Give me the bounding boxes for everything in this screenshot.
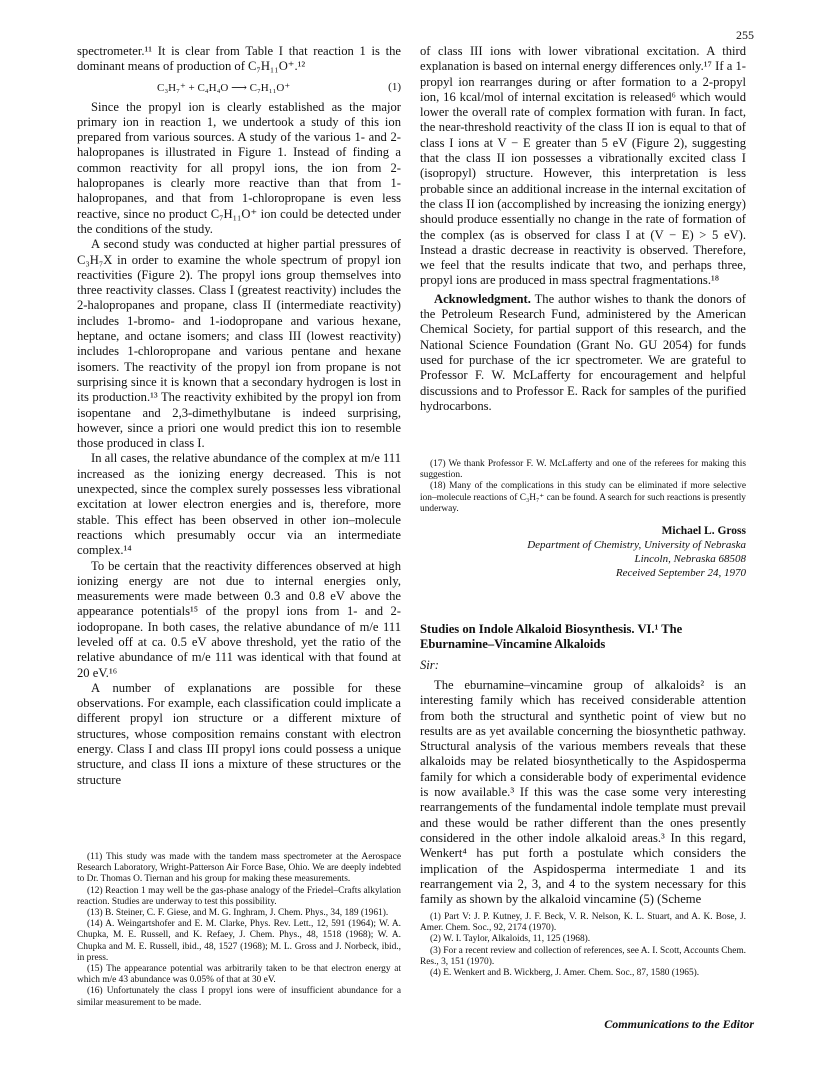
footnote-16: (16) Unfortunately the class I propyl ions were of insufficient abundance for a similar measurement to be made. bbox=[77, 986, 401, 1008]
footnote-4: (4) E. Wenkert and B. Wickberg, J. Amer. Chem. Soc., 87, 1580 (1965). bbox=[430, 968, 700, 979]
affiliation-city: Lincoln, Nebraska 68508 bbox=[634, 553, 746, 565]
footnote-2: (2) W. I. Taylor, Alkaloids, 11, 125 (1968). bbox=[430, 934, 591, 945]
footnote-14: (14) A. Weingartshofer and E. M. Clarke, Phys. Rev. Lett., 12, 591 (1964); W. A. Chupka, M. E. Russell, and K. Refaey, J. Chem. Phys., 48, 1518 (1968); W. A. Chupka and M. E. Russell, ibid., 48, 1527 (1968); M. L. Gross and J. Norbeck, ibid., in press. bbox=[77, 919, 401, 963]
footnote-3: (3) For a recent review and collection of references, see A. I. Scott, Accounts Chem. Res., 3, 151 (1970). bbox=[420, 945, 746, 967]
received-date: Received September 24, 1970 bbox=[615, 567, 746, 579]
footnote-12: (12) Reaction 1 may well be the gas-phase analogy of the Friedel–Crafts alkylation reaction. Studies are underway to test this possibility. bbox=[77, 885, 401, 907]
salutation: Sir: bbox=[420, 658, 439, 672]
footnote-15: (15) The appearance potential was arbitrarily taken to be that electron energy at which m/e 43 abundance was 0.05% of that at 30 eV. bbox=[77, 964, 401, 986]
left-paragraph-3: A second study was conducted at higher partial pressures of C₃H₇X in order to examine the whole spectrum of propyl ion reactivities (Figure 2). The propyl ions group themselves into three reactivity classes. Class I (greatest reactivity) includes the 2-halopropanes and propane, class II (intermediate reactivity) includes 1-bromo- and 1-iodopropane and various hexane, heptane, and octane isomers; and class III (lowest reactivity) includes 1-chloropropane and various pentane and hexane isomers. The reactivity of the propyl ion from propane is not surprising since it is known that a secondary hydrogen is lost in its production.¹³ The reactivity exhibited by the propyl ion from isopentane and 2,3-dimethylbutane is indeed surprising, however, since a priori one would predict this ion to resemble those produced in class I. bbox=[77, 237, 401, 451]
journal-section-footer: Communications to the Editor bbox=[604, 1017, 754, 1031]
left-paragraph-6: A number of explanations are possible for these observations. For example, each classification could implicate a different propyl ion structure or a different mixture of structures, whose composition remains constant with electron energy. Class I and class III propyl ions could possess a unique structure, and class II ions a mixture of these structures or the structure bbox=[77, 680, 401, 787]
left-paragraph-5: To be certain that the reactivity differences observed at high ionizing energy are not due to internal energies only, measurements were made between 0.3 and 0.8 eV above the appearance potentials¹⁵ of the propyl ions from 1- and 2-iodopropane. In both cases, the relative abundance of m/e 111 leveled off at ca. 0.5 eV above threshold, yet the ratio of the relative abundance of m/e 111 was identical with that found at 20 eV.¹⁶ bbox=[77, 558, 401, 680]
footnote-17: (17) We thank Professor F. W. McLafferty and one of the referees for making this suggestion. bbox=[420, 459, 746, 481]
author-name: Michael L. Gross bbox=[661, 525, 746, 537]
footnote-1: (1) Part V: J. P. Kutney, J. F. Beck, V. R. Nelson, K. L. Stuart, and A. K. Bose, J. Amer. Chem. Soc., 92, 2174 (1970). bbox=[420, 912, 746, 934]
left-paragraph-2: Since the propyl ion is clearly established as the major primary ion in reaction 1, we undertook a study of this ion prepared from various sources. A study of the various 1- and 2-halopropanes is illustrated in Figure 1. Instead of finding a common reactivity for all propyl ions, the ion from 2-halopropanes is clearly more reactive than that from 1-halopropanes, and that from 1-chloropropane is even less reactive, since no product C₇H₁₁O⁺ ion could be detected under the conditions of the study. bbox=[77, 99, 401, 236]
reaction-equation bbox=[77, 75, 401, 100]
acknowledgment-heading: Acknowledgment. bbox=[434, 291, 531, 306]
page-number: 255 bbox=[736, 28, 754, 42]
acknowledgment-paragraph bbox=[420, 292, 746, 414]
right-column bbox=[420, 44, 746, 1044]
right-paragraph-2: The eburnamine–vincamine group of alkaloids² is an interesting family which has received considerable attention from both the structural and synthetic point of view but no results are as yet available concerning the biosynthetic pathway. Structural analysis of the various members reveals that these alkaloids may be related biosynthetically to the Aspidosperma family for which a considerable body of experimental evidence is now available.³ If this was the case some very interesting rearrangements of the fundamental indole template must prevail and these would be rather different than the ones presently considered in the other indole alkaloid areas.³ In this regard, Wenkert⁴ has put forth a postulate which considers the implication of the Aspidosperma intermediate 1 and its rearrangement via 2, 3, and 4 to the system necessary for this family as shown by the alkaloid vincamine (5) (Scheme bbox=[420, 678, 746, 907]
right-footnotes-top bbox=[420, 459, 746, 515]
footnote-13: (13) B. Steiner, C. F. Giese, and M. G. Inghram, J. Chem. Phys., 34, 189 (1961). bbox=[87, 908, 389, 919]
right-footnotes-bottom bbox=[420, 912, 746, 979]
article-title: Studies on Indole Alkaloid Biosynthesis. VI.¹ The Eburnamine–Vincamine Alkaloids bbox=[420, 622, 683, 651]
affiliation-department: Department of Chemistry, University of Nebraska bbox=[527, 539, 746, 551]
left-footnotes bbox=[77, 852, 401, 1009]
right-paragraph-1: of class III ions with lower vibrational excitation. A third explanation is based on internal energy differences only.¹⁷ If a 1-propyl ion rearranges during or after formation to a 2-propyl ion, 16 kcal/mol of internal excitation is released⁶ which would lower the overall rate of complex formation with furan. In fact, the near-threshold reactivity of the class II ion is equal to that of class I ions at V − E greater than 5 eV (Figure 2), suggesting that the class II ion possesses a vibrationally excited class I (isopropyl) structure. However, this interpretation is less probable since an additional increase in the internal excitation of the class II ion (accomplished by increasing the ionizing energy) should produce essentially no change in the rate of formation of the complex (as is observed for class I at (V − E) > 5 eV). Instead a drastic decrease in reactivity is observed. Therefore, we feel that the results indicate that two, and perhaps three, propyl ions are produced in mass spectral fragmentations.¹⁸ bbox=[420, 44, 746, 288]
footnote-18: (18) Many of the complications in this study can be eliminated if more selective ion–molecule reactions of C₃H₇⁺ can be found. A search for such reactions is presently underway. bbox=[420, 481, 746, 514]
left-paragraph-1: spectrometer.¹¹ It is clear from Table I that reaction 1 is the dominant means of production of C₇H₁₁O⁺.¹² bbox=[77, 44, 401, 74]
footnote-11: (11) This study was made with the tandem mass spectrometer at the Aerospace Research Laboratory, Wright-Patterson Air Force Base, Ohio. We are deeply indebted to Dr. Thomas O. Tiernan and his group for making these measurements. bbox=[77, 852, 401, 885]
left-paragraph-4: In all cases, the relative abundance of the complex at m/e 111 increased as the ionizing energy decreased. This is not unexpected, since the complex surely possesses less vibrational excitation at lower electron energies and is, therefore, more stable. This effect has been observed in other ion–molecule reactions which presumably occur via an intermediate complex.¹⁴ bbox=[77, 451, 401, 558]
acknowledgment-body: The author wishes to thank the donors of the Petroleum Research Fund, administered by the American Chemical Society, for partial support of this research, and the National Science Foundation (Grant No. GU 2054) for funds used for purchase of the icr spectrometer. We are grateful to Professor F. W. McLafferty for encouragement and helpful discussions and to Professor E. Rack for samples of the purified hydrocarbons. bbox=[420, 291, 747, 413]
equation-text: C₃H₇⁺ + C₄H₄O ⟶ C₇H₁₁O⁺ bbox=[157, 81, 291, 94]
author-signature bbox=[527, 524, 746, 580]
equation-number: (1) bbox=[388, 80, 401, 93]
left-column bbox=[77, 44, 401, 1044]
